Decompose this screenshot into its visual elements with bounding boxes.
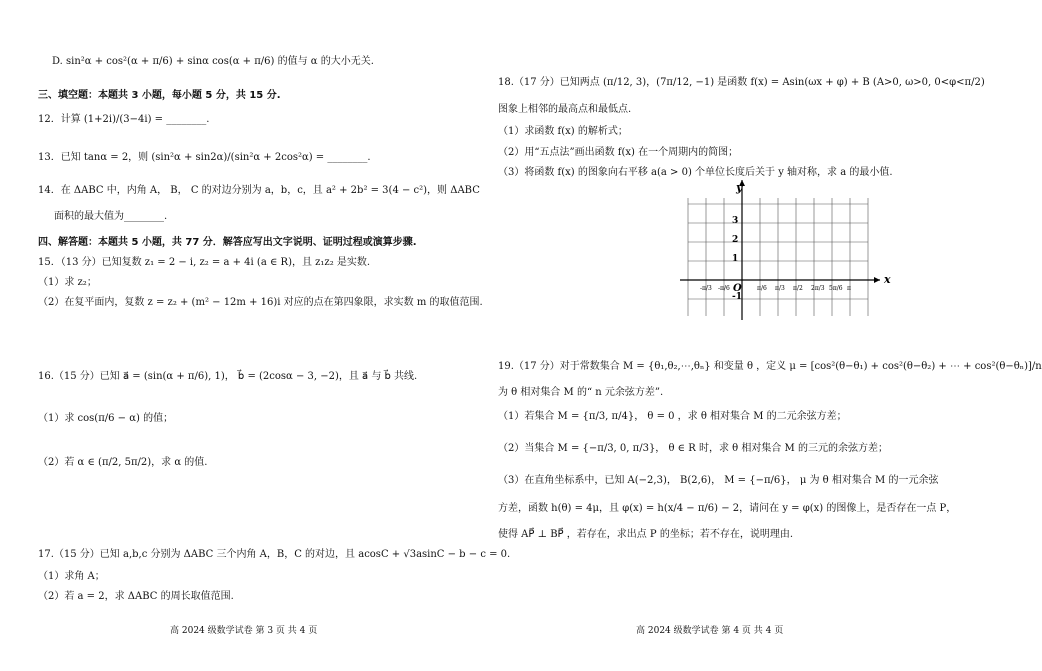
x-tick-label: -π/6 xyxy=(718,285,730,292)
question-19-part-3-end: 使得 AP⃗ ⊥ BP⃗ ，若存在，求出点 P 的坐标；若不存在，说明理由. xyxy=(498,529,794,540)
x-tick-label: 5π/6 xyxy=(829,285,843,292)
question-19-part-3: （3）在直角坐标系中，已知 A(−2,3)， B(2,6)， M = {−π/6}， μ 为 θ 相对集合 M 的一元余弦 xyxy=(498,475,939,486)
y-tick-label: 2 xyxy=(732,235,739,245)
question-19-part-3-cont: 方差，函数 h(θ) = 4μ，且 φ(x) = h(x/4 − π/6) − 2，请问在 y = φ(x) 的图像上，是否存在一点 P， xyxy=(498,503,957,514)
x-tick-label: 2π/3 xyxy=(811,285,825,292)
y-tick-label: 3 xyxy=(732,216,739,226)
x-tick-label: π/3 xyxy=(775,285,785,292)
section-3-heading: 三、填空题：本题共 3 小题，每小题 5 分，共 15 分. xyxy=(38,90,281,101)
question-18-part-3: （3）将函数 f(x) 的图象向右平移 a(a > 0) 个单位长度后关于 y 轴对称，求 a 的最小值. xyxy=(498,167,893,178)
x-tick-label: π/6 xyxy=(757,285,767,292)
question-18-part-1: （1）求函数 f(x) 的解析式； xyxy=(498,126,628,137)
question-19-part-2: （2）当集合 M = {−π/3, 0, π/3}， θ ∈ R 时，求 θ 相对集合 M 的三元的余弦方差； xyxy=(498,443,888,454)
question-19-cont: 为 θ 相对集合 M 的“ n 元余弦方差”. xyxy=(498,387,664,398)
page-footer-right: 高 2024 级数学试卷 第 4 页 共 4 页 xyxy=(636,626,784,636)
question-13: 13．已知 tanα = 2，则 (sin²α + sin2α)/(sin²α + 2cos²α) = ________. xyxy=(38,152,371,163)
section-4-heading: 四、解答题：本题共 5 小题，共 77 分．解答应写出文字说明、证明过程或演算步骤. xyxy=(38,237,417,248)
y-tick-label: -1 xyxy=(732,292,742,302)
question-15-part-2: （2）在复平面内，复数 z = z₂ + (m² − 12m + 16)i 对应的点在第四象限，求实数 m 的取值范围. xyxy=(38,297,483,308)
page-footer-left: 高 2024 级数学试卷 第 3 页 共 4 页 xyxy=(170,626,318,636)
x-axis-label: x xyxy=(884,273,891,286)
question-15-part-1: （1）求 z₂； xyxy=(38,277,97,288)
question-17-part-1: （1）求角 A； xyxy=(38,571,105,582)
question-14: 14．在 ΔABC 中，内角 A， B， C 的对边分别为 a，b，c，且 a² + 2b² = 3(4 − c²)，则 ΔABC xyxy=(38,185,480,196)
y-tick-label: 1 xyxy=(732,254,739,264)
y-axis-label: y xyxy=(736,181,743,194)
question-15: 15．（13 分）已知复数 z₁ = 2 − i, z₂ = a + 4i (a ∈ R)，且 z₁z₂ 是实数. xyxy=(38,257,371,268)
question-16-part-1: （1）求 cos(π/6 − α) 的值； xyxy=(38,413,174,424)
x-tick-label: π xyxy=(847,285,851,292)
x-tick-label: -π/3 xyxy=(700,285,712,292)
question-18-cont: 图象上相邻的最高点和最低点. xyxy=(498,104,632,115)
coordinate-grid xyxy=(680,180,891,320)
question-18-part-2: （2）用“五点法”画出函数 f(x) 在一个周期内的简图； xyxy=(498,147,739,158)
question-16: 16.（15 分）已知 a⃗ = (sin(α + π/6), 1)， b⃗ = (2cosα − 3, −2)，且 a⃗ 与 b⃗ 共线. xyxy=(38,371,418,382)
question-14-cont: 面积的最大值为________. xyxy=(54,211,168,222)
question-16-part-2: （2）若 α ∈ (π/2, 5π/2)，求 α 的值. xyxy=(38,457,208,468)
question-17-part-2: （2）若 a = 2，求 ΔABC 的周长取值范围. xyxy=(38,591,234,602)
origin-label: O xyxy=(733,283,742,294)
question-18: 18.（17 分）已知两点 (π/12, 3)，(7π/12, −1) 是函数 f(x) = Asin(ωx + φ) + B (A>0, ω>0, 0<φ<π/2) xyxy=(498,77,985,88)
option-d: D. sin²α + cos²(α + π/6) + sinα cos(α + π/6) 的值与 α 的大小无关. xyxy=(52,56,374,67)
x-tick-label: π/2 xyxy=(793,285,803,292)
question-12: 12．计算 (1+2i)/(3−4i) = ________. xyxy=(38,114,210,125)
question-19: 19.（17 分）对于常数集合 M = {θ₁,θ₂,⋯,θₙ} 和变量 θ ，定义 μ = [cos²(θ−θ₁) + cos²(θ−θ₂) + ⋯ + cos²(θ−θₙ)]/n xyxy=(498,361,1042,372)
question-19-part-1: （1）若集合 M = {π/3, π/4}， θ = 0 ，求 θ 相对集合 M 的二元余弦方差； xyxy=(498,411,847,422)
question-17: 17.（15 分）已知 a,b,c 分别为 ΔABC 三个内角 A，B，C 的对边，且 acosC + √3asinC − b − c = 0. xyxy=(38,549,511,560)
